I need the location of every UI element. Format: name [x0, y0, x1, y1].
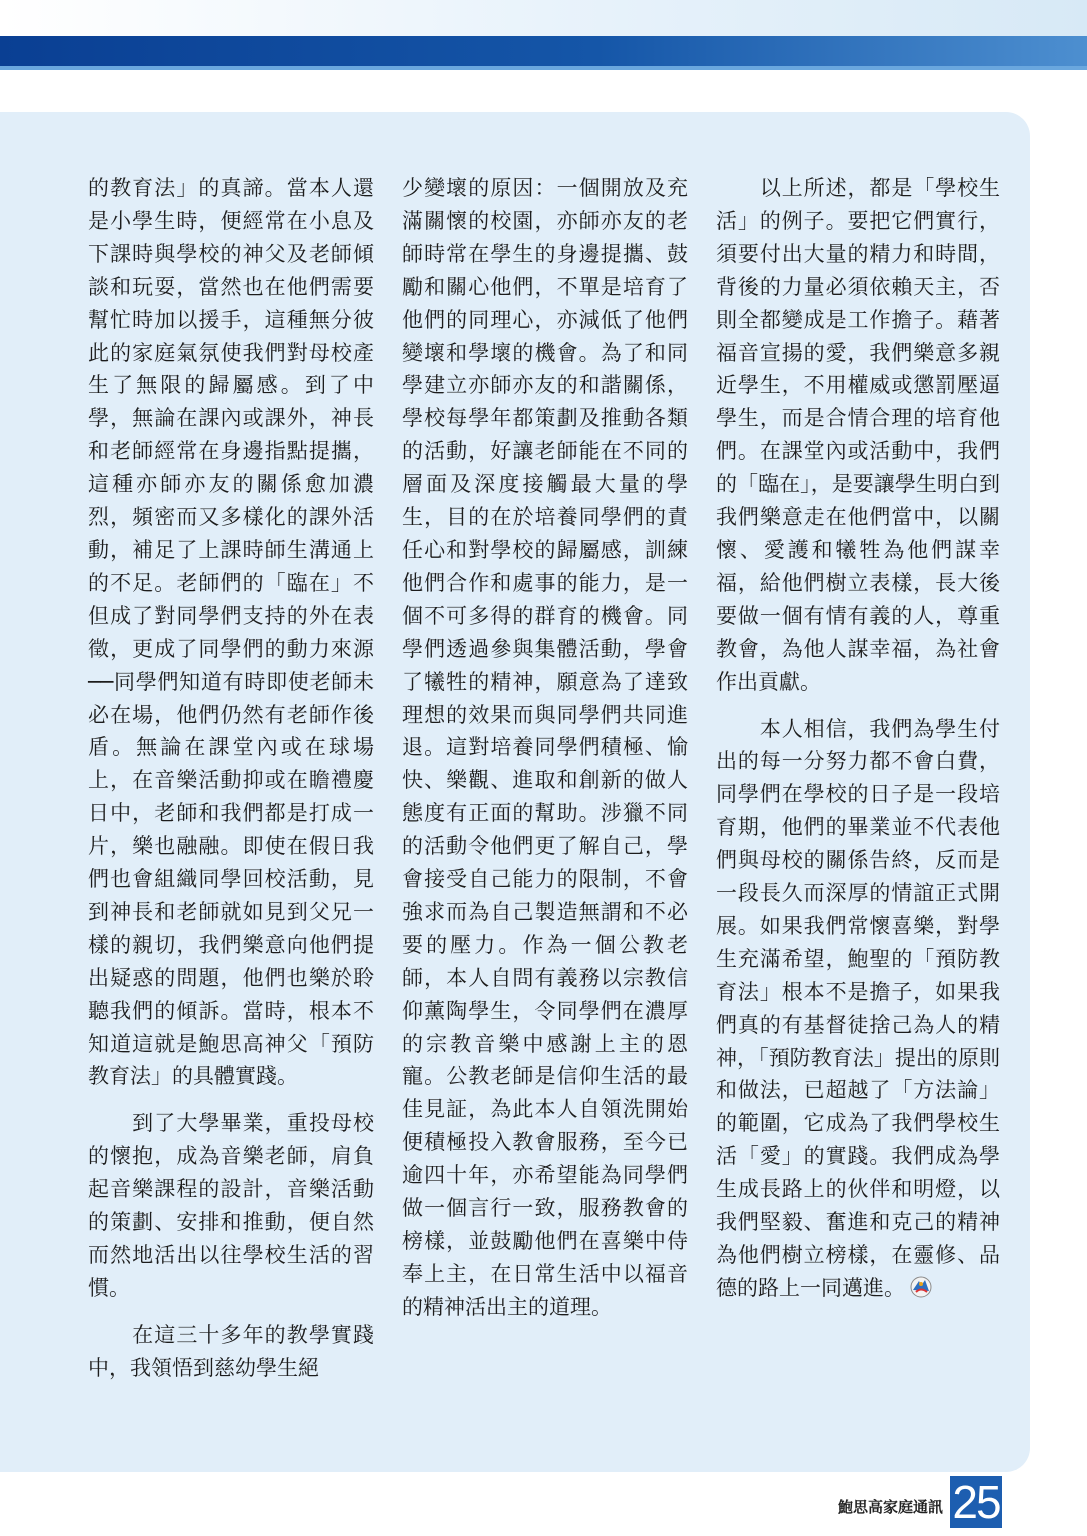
- paragraph: 的教育法」的真諦。當本人還是小學生時，便經常在小息及下課時與學校的神父及老師傾談和玩耍，當然也在他們需要幫忙時加以援手，這種無分彼此的家庭氣氛使我們對母校產生了無限的歸屬感。到了中學，無論在課內或課外，神長和老師經常在身邊指點提攜，這種亦師亦友的關係愈加濃烈，頻密而又多樣化的課外活動，補足了上課時師生溝通上的不足。老師們的「臨在」不但成了對同學們支持的外在表徵，更成了同學們的動力來源──同學們知道有時即使老師未必在場，他們仍然有老師作後盾。無論在課堂內或在球場上，在音樂活動抑或在瞻禮慶日中，老師和我們都是打成一片，樂也融融。即使在假日我們也會組織同學回校活動，見到神長和老師就如見到父兄一樣的親切，我們樂意向他們提出疑惑的問題，他們也樂於聆聽我們的傾訴。當時，根本不知道這就是鮑思高神父「預防教育法」的具體實踐。: [88, 176, 374, 1089]
- salesian-logo-icon: [909, 1275, 933, 1299]
- article-column-3: [716, 172, 1000, 1305]
- paragraph: 到了大學畢業，重投母校的懷抱，成為音樂老師，肩負起音樂課程的設計，音樂活動的策劃、安排和推動，便自然而然地活出以往學校生活的習慣。: [88, 1111, 374, 1300]
- article-column-1: [88, 172, 374, 1385]
- publication-title: 鮑思高家庭通訊: [838, 1498, 944, 1516]
- header-band: [0, 0, 1087, 40]
- article-column-2: [402, 172, 688, 1324]
- paragraph: 少變壞的原因：一個開放及充滿關懷的校園，亦師亦友的老師時常在學生的身邊提攜、鼓勵和關心他們，不單是培育了他們的同理心，亦減低了他們變壞和學壞的機會。為了和同學建立亦師亦友的和諧關係，學校每學年都策劃及推動各類的活動，好讓老師能在不同的層面及深度接觸最大量的學生，目的在於培養同學們的責任心和對學校的歸屬感，訓練他們合作和處事的能力，是一個不可多得的群育的機會。同學們透過參與集體活動，學會了犧牲的精神，願意為了達致理想的效果而與同學們共同進退。這對培養同學們積極、愉快、樂觀、進取和創新的做人態度有正面的幫助。涉獵不同的活動令他們更了解自己，學會接受自己能力的限制，不會強求而為自己製造無謂和不必要的壓力。作為一個公教老師，本人自問有義務以宗教信仰薰陶學生，令同學們在濃厚的宗教音樂中感謝上主的恩寵。公教老師是信仰生活的最佳見証，為此本人自領洗開始便積極投入教會服務，至今已逾四十年，亦希望能為同學們做一個言行一致，服務教會的榜樣，並鼓勵他們在喜樂中侍奉上主，在日常生活中以福音的精神活出主的道理。: [402, 176, 688, 1319]
- page-number: 25: [950, 1476, 1002, 1528]
- paragraph-text: 本人相信，我們為學生付出的每一分努力都不會白費，同學們在學校的日子是一段培育期，他們的畢業並不代表他們與母校的關係告終，反而是一段長久而深厚的情誼正式開展。如果我們常懷喜樂，對學生充滿希望，鮑聖的「預防教育法」根本不是擔子，如果我們真的有基督徒捨己為人的精神，「預防教育法」提出的原則和做法，已超越了「方法論」的範圍，它成為了我們學校生活「愛」的實踐。我們成為學生成長路上的伙伴和明燈，以我們堅毅、奮進和克己的精神為他們樹立榜樣，在靈修、品德的路上一同邁進。: [716, 716, 1000, 1300]
- header-bar: [0, 36, 1087, 66]
- header-line: [0, 66, 1087, 70]
- paragraph: 在這三十多年的教學實踐中，我領悟到慈幼學生絕: [88, 1322, 374, 1380]
- paragraph: 以上所述，都是「學校生活」的例子。要把它們實行，須要付出大量的精力和時間，背後的力量必須依賴天主，否則全都變成是工作擔子。藉著福音宣揚的愛，我們樂意多親近學生，不用權威或懲罰壓逼學生，而是合情合理的培育他們。在課堂內或活動中，我們的「臨在」，是要讓學生明白到我們樂意走在他們當中，以關懷、愛護和犧牲為他們謀幸福，給他們樹立表樣，長大後要做一個有情有義的人，尊重教會，為他人謀幸福，為社會作出貢獻。: [716, 176, 1000, 694]
- paragraph-last: [716, 713, 1000, 1305]
